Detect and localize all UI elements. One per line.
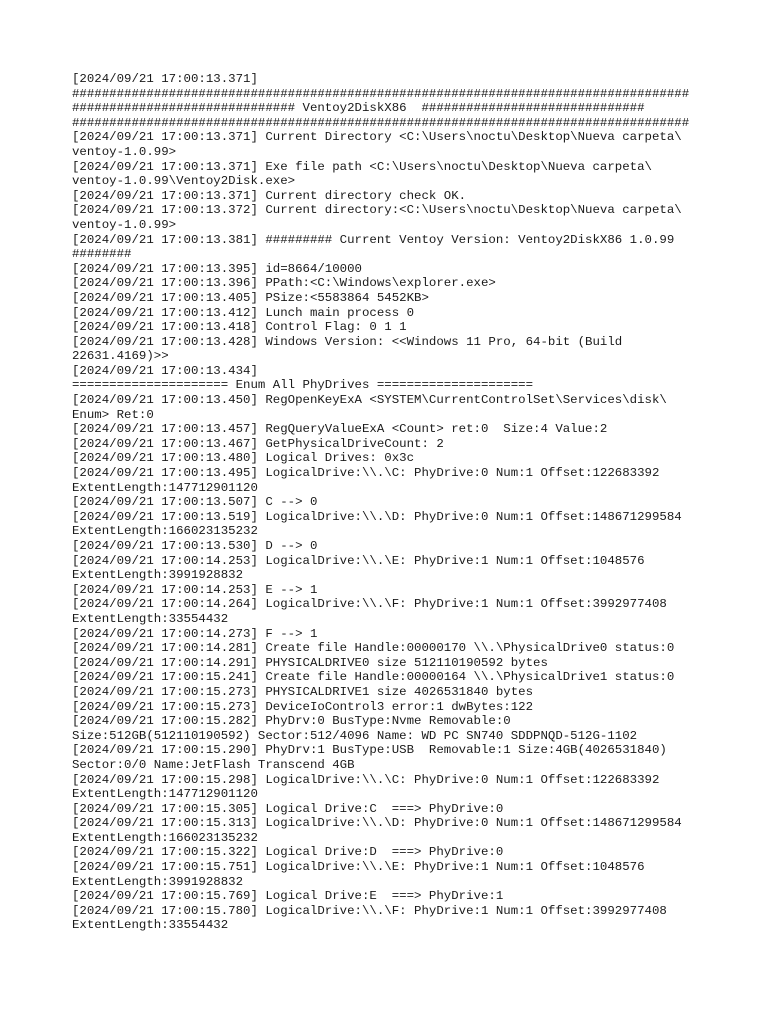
log-line: Sector:0/0 Name:JetFlash Transcend 4GB [72, 757, 355, 772]
log-line: [2024/09/21 17:00:15.282] PhyDrv:0 BusType:Nvme Removable:0 [72, 714, 511, 729]
log-line: Size:512GB(512110190592) Sector:512/4096 Name: WD PC SN740 SDDPNQD-512G-1102 [72, 728, 638, 743]
log-line: [2024/09/21 17:00:14.253] E --> 1 [72, 582, 318, 597]
log-line: [2024/09/21 17:00:15.298] LogicalDrive:\\.\C: PhyDrive:0 Num:1 Offset:122683392 [72, 772, 660, 787]
log-line: Enum> Ret:0 [72, 407, 154, 422]
log-line: ExtentLength:166023135232 [72, 524, 258, 539]
log-line: [2024/09/21 17:00:14.264] LogicalDrive:\\.\F: PhyDrive:1 Num:1 Offset:3992977408 [72, 597, 667, 612]
log-line: ExtentLength:3991928832 [72, 874, 244, 889]
log-line: [2024/09/21 17:00:15.322] Logical Drive:D ===> PhyDrive:0 [72, 845, 504, 860]
log-line: [2024/09/21 17:00:13.405] PSize:<5583864 5452KB> [72, 290, 429, 305]
log-line: [2024/09/21 17:00:13.412] Lunch main process 0 [72, 305, 415, 320]
log-line: ventoy-1.0.99> [72, 217, 177, 232]
log-line: [2024/09/21 17:00:13.395] id=8664/10000 [72, 261, 362, 276]
log-line: [2024/09/21 17:00:15.313] LogicalDrive:\\.\D: PhyDrive:0 Num:1 Offset:148671299584 [72, 816, 682, 831]
log-line: [2024/09/21 17:00:13.530] D --> 0 [72, 539, 318, 553]
log-line: [2024/09/21 17:00:13.381] ######### Current Ventoy Version: Ventoy2DiskX86 1.0.99 [72, 232, 675, 247]
log-line: [2024/09/21 17:00:15.273] PHYSICALDRIVE1 size 4026531840 bytes [72, 684, 534, 699]
log-line: [2024/09/21 17:00:15.305] Logical Drive:C ===> PhyDrive:0 [72, 801, 504, 816]
log-line: [2024/09/21 17:00:13.371] [72, 72, 258, 86]
log-line: [2024/09/21 17:00:15.241] Create file Handle:00000164 \\.\PhysicalDrive1 status:0 [72, 670, 675, 685]
log-line: [2024/09/21 17:00:13.396] PPath:<C:\Windows\explorer.exe> [72, 276, 496, 291]
log-line: [2024/09/21 17:00:13.457] RegQueryValueExA <Count> ret:0 Size:4 Value:2 [72, 422, 608, 437]
log-line: [2024/09/21 17:00:13.371] Exe file path <C:\Users\noctu\Desktop\Nueva carpeta\ [72, 159, 652, 174]
log-line: [2024/09/21 17:00:13.519] LogicalDrive:\\.\D: PhyDrive:0 Num:1 Offset:148671299584 [72, 509, 682, 524]
log-line: [2024/09/21 17:00:13.434] [72, 363, 258, 378]
log-line: ################################################################################### [72, 115, 690, 130]
log-line: [2024/09/21 17:00:13.450] RegOpenKeyExA <SYSTEM\CurrentControlSet\Services\disk\ [72, 393, 667, 408]
log-line: ExtentLength:33554432 [72, 611, 229, 626]
log-line: [2024/09/21 17:00:13.371] Current directory check OK. [72, 188, 467, 203]
log-line: ################################################################################### [72, 86, 690, 101]
log-line: ExtentLength:166023135232 [72, 830, 258, 845]
log-line: [2024/09/21 17:00:13.371] Current Directory <C:\Users\noctu\Desktop\Nueva carpeta\ [72, 130, 682, 145]
log-line: [2024/09/21 17:00:14.273] F --> 1 [72, 626, 318, 641]
log-line: [2024/09/21 17:00:13.372] Current directory:<C:\Users\noctu\Desktop\Nueva carpeta\ [72, 203, 682, 218]
log-line: ExtentLength:147712901120 [72, 480, 258, 495]
log-line: ExtentLength:3991928832 [72, 568, 244, 583]
log-line: ######## [72, 247, 132, 262]
log-text [72, 72, 696, 933]
log-line: ===================== Enum All PhyDrives ===================== [72, 378, 534, 393]
log-line: [2024/09/21 17:00:14.291] PHYSICALDRIVE0 size 512110190592 bytes [72, 655, 548, 670]
log-line: [2024/09/21 17:00:15.290] PhyDrv:1 BusType:USB Removable:1 Size:4GB(4026531840) [72, 743, 667, 758]
log-line: ############################## Ventoy2DiskX86 ############################## [72, 101, 645, 116]
log-line: [2024/09/21 17:00:13.480] Logical Drives: 0x3c [72, 451, 415, 466]
log-line: [2024/09/21 17:00:13.507] C --> 0 [72, 495, 318, 510]
log-line: [2024/09/21 17:00:14.253] LogicalDrive:\\.\E: PhyDrive:1 Num:1 Offset:1048576 [72, 553, 645, 568]
log-line: [2024/09/21 17:00:13.495] LogicalDrive:\\.\C: PhyDrive:0 Num:1 Offset:122683392 [72, 466, 660, 481]
log-line: [2024/09/21 17:00:13.428] Windows Version: <<Windows 11 Pro, 64-bit (Build [72, 334, 623, 349]
log-line: ExtentLength:33554432 [72, 918, 229, 933]
log-line: [2024/09/21 17:00:13.467] GetPhysicalDriveCount: 2 [72, 436, 444, 451]
log-line: ventoy-1.0.99\Ventoy2Disk.exe> [72, 174, 296, 189]
log-line: ExtentLength:147712901120 [72, 787, 258, 802]
log-line: ventoy-1.0.99> [72, 144, 177, 159]
log-line: [2024/09/21 17:00:13.418] Control Flag: 0 1 1 [72, 320, 407, 335]
log-line: [2024/09/21 17:00:15.780] LogicalDrive:\\.\F: PhyDrive:1 Num:1 Offset:3992977408 [72, 903, 667, 918]
log-line: [2024/09/21 17:00:14.281] Create file Handle:00000170 \\.\PhysicalDrive0 status:0 [72, 641, 675, 656]
log-line: [2024/09/21 17:00:15.273] DeviceIoControl3 error:1 dwBytes:122 [72, 699, 534, 714]
log-line: 22631.4169)>> [72, 349, 169, 364]
log-line: [2024/09/21 17:00:15.751] LogicalDrive:\\.\E: PhyDrive:1 Num:1 Offset:1048576 [72, 860, 645, 875]
log-line: [2024/09/21 17:00:15.769] Logical Drive:E ===> PhyDrive:1 [72, 889, 504, 904]
